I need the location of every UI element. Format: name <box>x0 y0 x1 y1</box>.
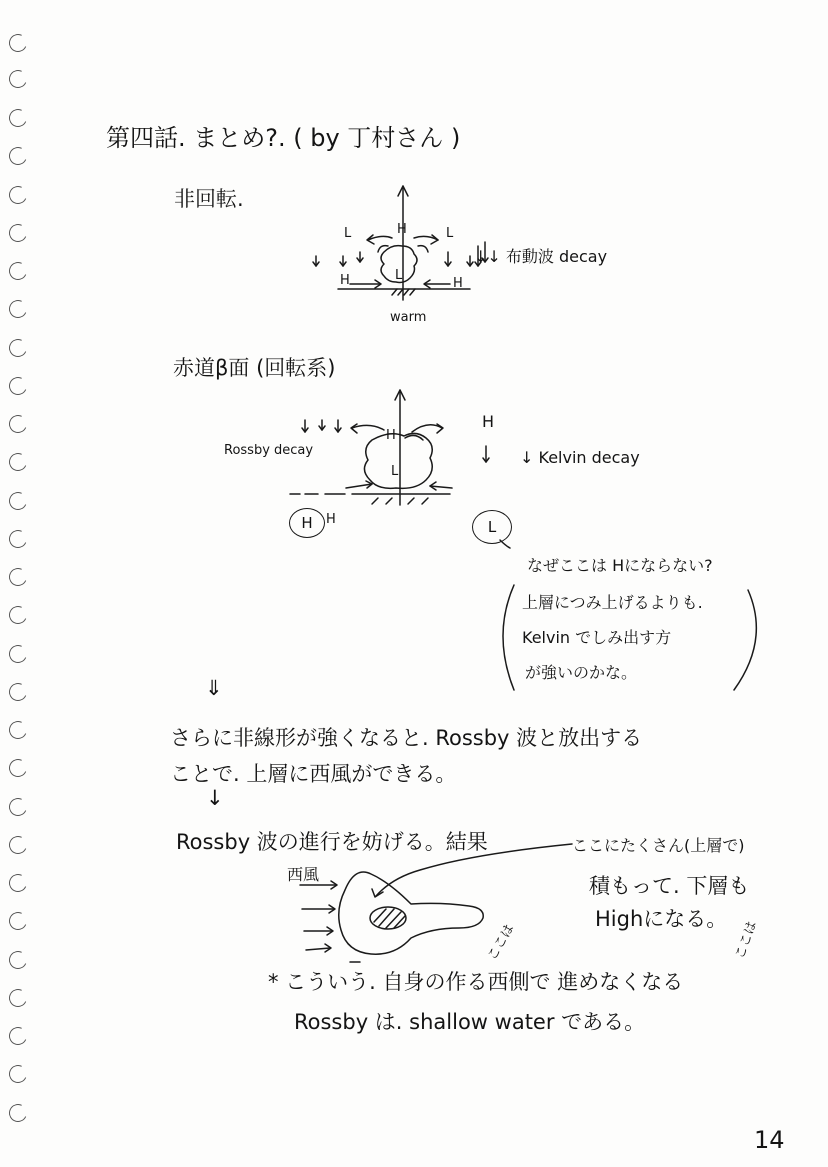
diagram2-left-circle-extra: H <box>326 512 336 527</box>
diagram2-left-circle: H <box>289 508 325 538</box>
bracket-note-line1: なぜここは Hにならない? <box>527 556 713 575</box>
footnote-line1: * こういう. 自身の作る西側で 進めなくなる <box>268 970 684 994</box>
down-arrow-1: ⇓ <box>205 676 223 700</box>
text-block2-line1-left: Rossby 波の進行を妨げる。結果 <box>176 830 488 854</box>
diagram1-bottom-right-H: H <box>453 276 463 291</box>
diagram2-right-circle: L <box>472 510 512 544</box>
diagram2-top-H: H <box>386 428 396 443</box>
footnote-line2: Rossby は. shallow water である。 <box>294 1010 646 1034</box>
text-block1-line1: さらに非線形が強くなると. Rossby 波と放出する <box>170 726 643 750</box>
diagram1-side-note: ↓↓ 布動波 decay <box>474 247 608 266</box>
diagram2-rossby-label: Rossby decay <box>224 443 314 458</box>
text-block2-line1-right: ここにたくさん(上層で) <box>572 836 745 855</box>
diagram2-heading: 赤道β面 (回転系) <box>173 356 336 380</box>
sketch-wind-label: 西風 <box>287 865 320 884</box>
diagram1-left-L: L <box>344 226 352 241</box>
text-block2-right-line3: Highになる。 <box>595 907 728 931</box>
diagram2-kelvin-note: ↓ Kelvin decay <box>520 448 640 467</box>
sketch-side-note1: ここは <box>484 921 518 964</box>
diagram2-right-H: H <box>482 412 495 431</box>
sketch-side-note2: ここは <box>732 919 761 962</box>
page-number: 14 <box>754 1126 785 1154</box>
diagram1-top-H: H <box>397 222 407 237</box>
text-block1-line2: ことで. 上層に西風ができる。 <box>170 762 457 786</box>
bracket-note-line3: Kelvin でしみ出す方 <box>522 628 672 647</box>
diagram1-heading: 非回転. <box>174 187 244 211</box>
bracket-note-line4: が強いのかな。 <box>525 663 638 682</box>
diagram2-center-L: L <box>391 464 399 479</box>
text-block2-right-line2: 積もって. 下層も <box>589 874 750 898</box>
page-title: 第四話. まとめ?. ( by 丁村さん ) <box>106 124 461 152</box>
diagram1-surface-label: warm <box>390 310 427 325</box>
diagram1-bottom-left-H: H <box>340 273 350 288</box>
down-arrow-2: ↓ <box>206 786 224 810</box>
bracket-note-line2: 上層につみ上げるよりも. <box>522 593 703 612</box>
diagram1-center-L: L <box>395 268 403 283</box>
diagram1-right-L: L <box>446 226 454 241</box>
